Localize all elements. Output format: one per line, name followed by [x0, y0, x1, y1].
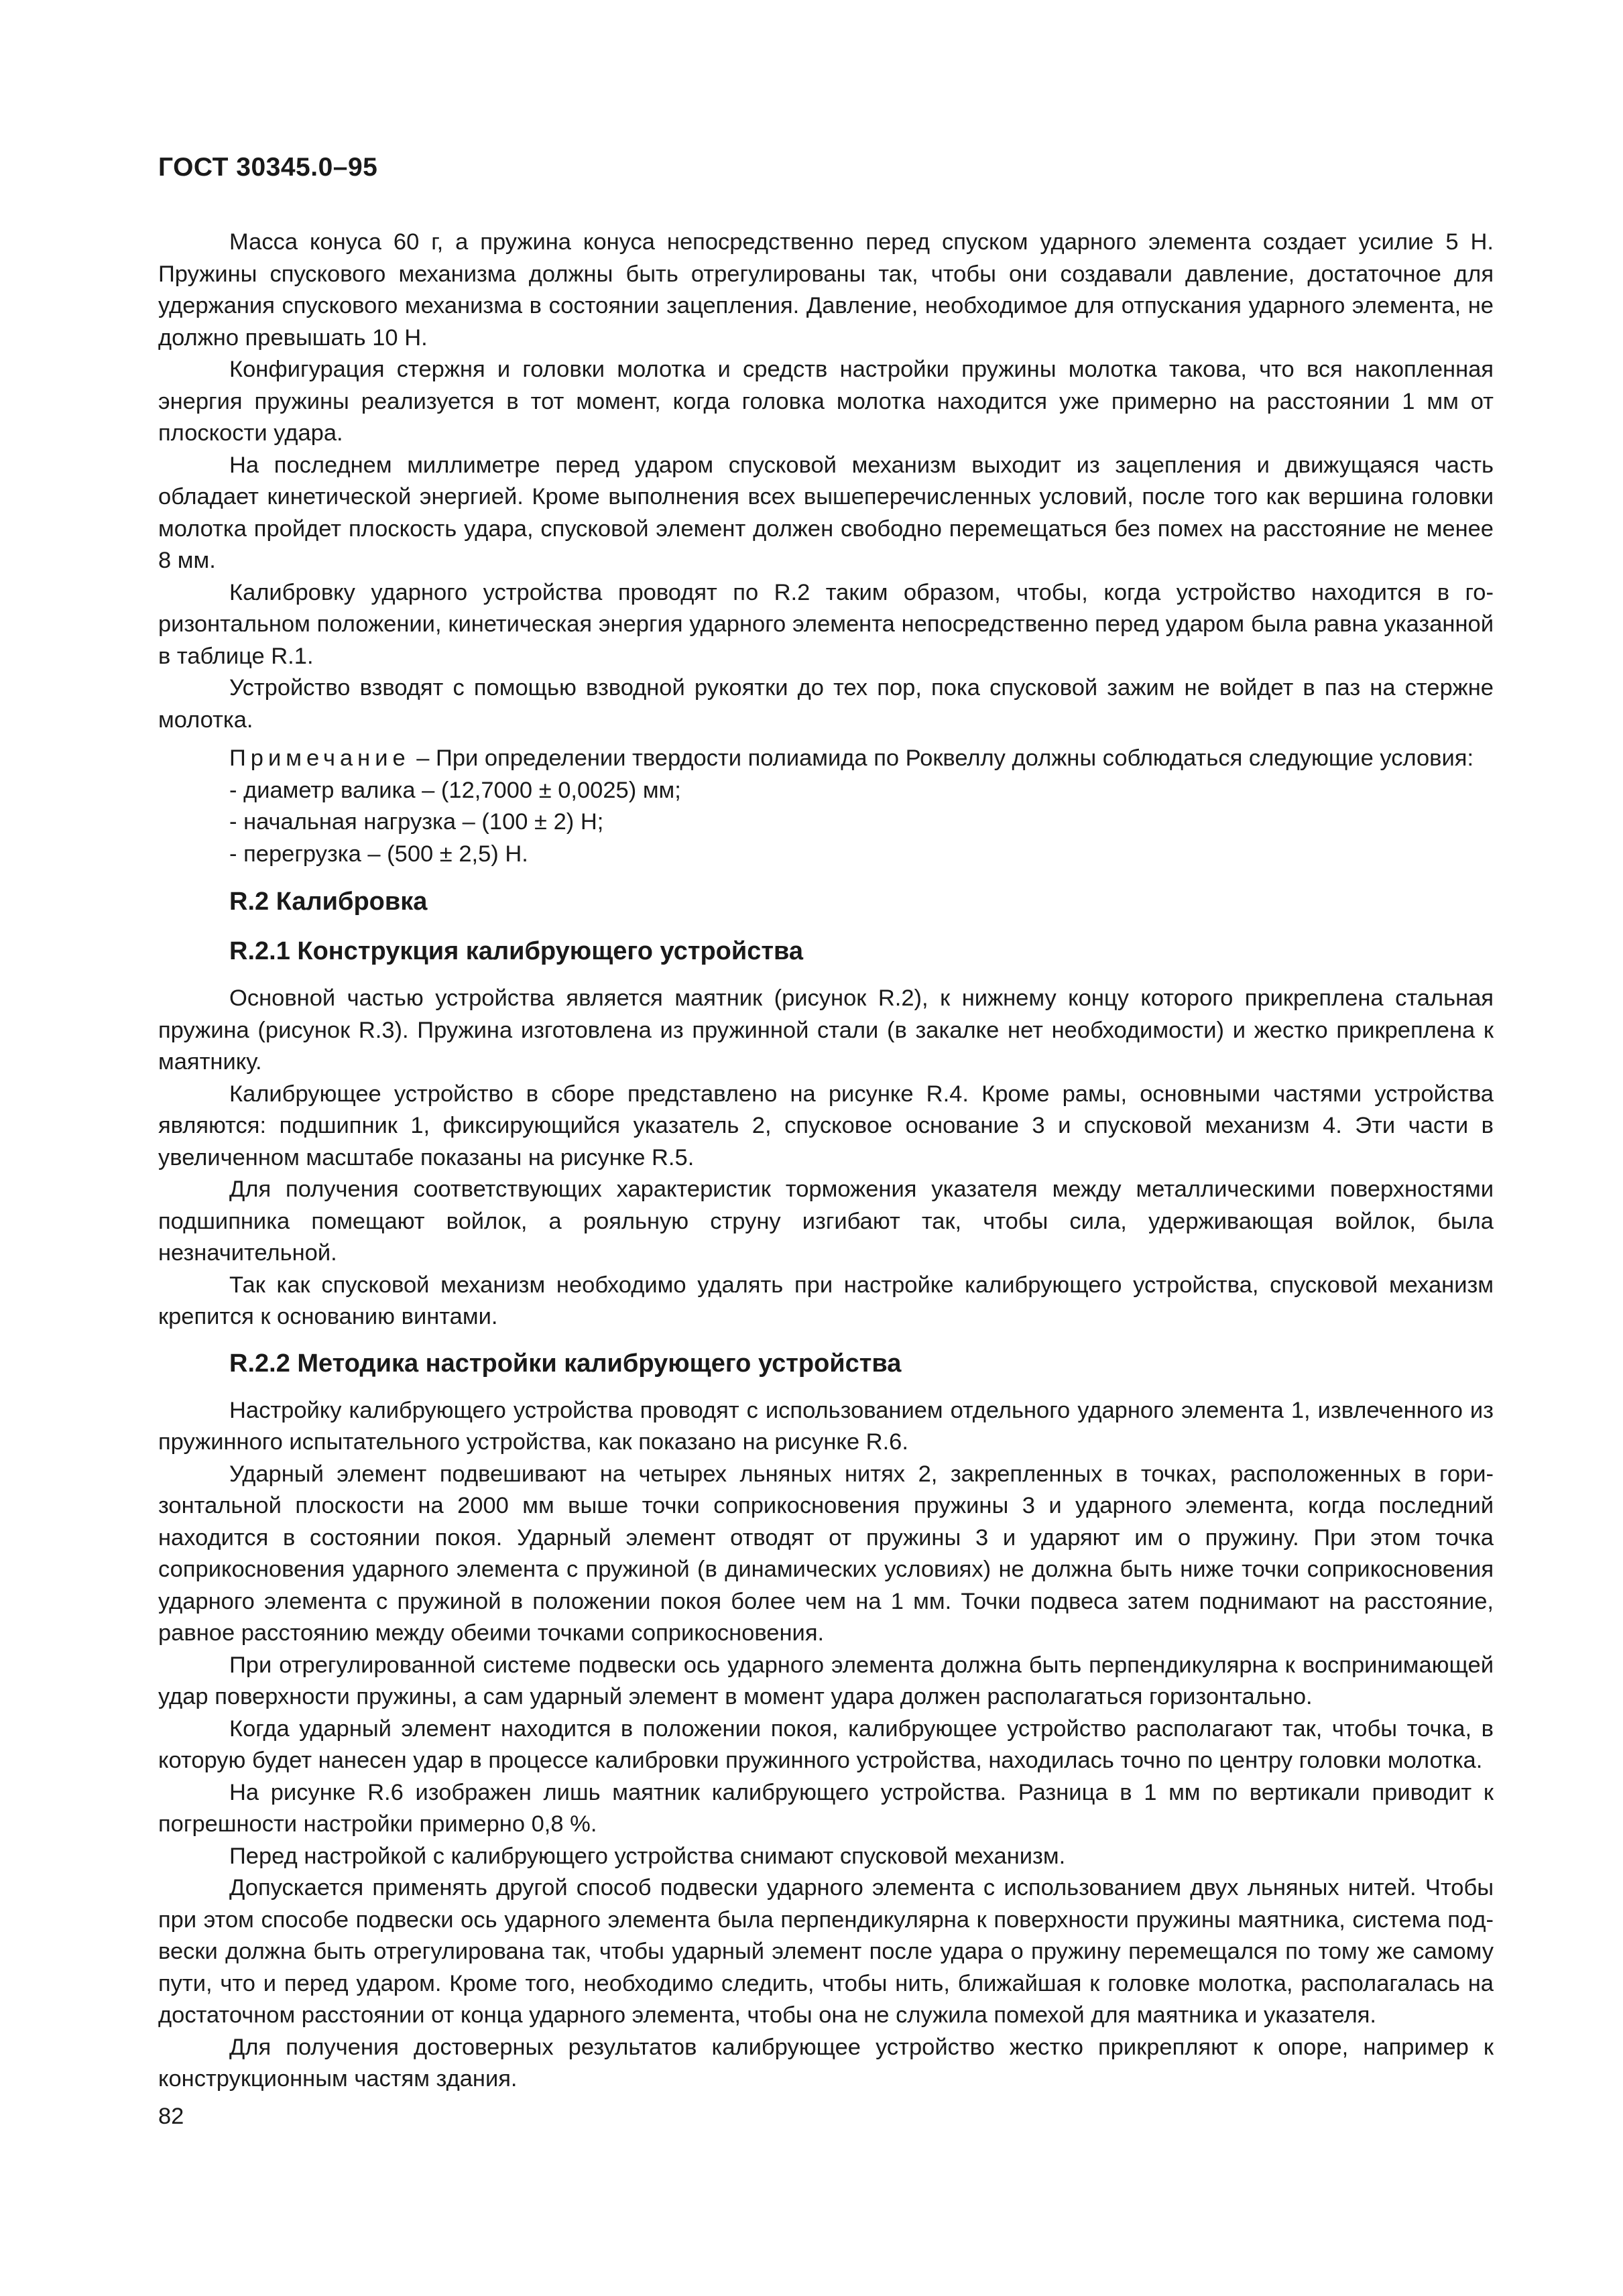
paragraph: Ударный элемент подвешивают на четырех льняных нитях 2, закрепленных в точках, расположенных в горизонтальной плоскости на 2000 мм выше точки соприкосновения пружины 3 и ударного элемента, когда последний находится в состоянии покоя. Ударный элемент отводят от пружины 3 и ударяют им о пружину. При этом точка соприкосновения ударного элемента с пружиной (в динамических условиях) не должна быть ниже точки соприкосновения ударного элемента с пружиной в положении покоя более чем на 1 мм. Точки подвеса затем поднимают на расстояние, равное расстоянию между обеими точками соприкосновения. [158, 1461, 1494, 1646]
page-number: 82 [158, 2104, 184, 2129]
paragraph: Устройство взводят с помощью взводной рукоятки до тех пор, пока спусковой зажим не войдет в паз на стержне молотка. [158, 675, 1494, 733]
document-header: ГОСТ 30345.0–95 [158, 153, 378, 182]
section-heading-r21: R.2.1 Конструкция калибрующего устройства [229, 937, 803, 965]
paragraph: Основной частью устройства является маятник (рисунок R.2), к нижнему концу которого прикреплена стальная пружина (рисунок R.3). Пружина изготовлена из пружинной стали (в закалке нет необходимости) и жестко прикреплена к маятнику. [158, 985, 1494, 1075]
paragraph: На последнем миллиметре перед ударом спусковой механизм выходит из зацепления и движущаяся часть обладает кинетической энергией. Кроме выполнения всех вышеперечисленных условий, после того как вершина головки молотка пройдет плоскость удара, спусковой элемент должен свободно перемещаться без помех на расстояние не менее 8 мм. [158, 452, 1494, 573]
list-item: - диаметр валика – (12,7000 ± 0,0025) мм; [229, 777, 681, 803]
paragraph: При отрегулированной системе подвески ось ударного элемента должна быть перпендикулярна к воспринимающей удар поверхности пружины, а сам ударный элемент в момент удара должен располагаться горизонтально. [158, 1652, 1494, 1709]
paragraph: Калибрующее устройство в сборе представлено на рисунке R.4. Кроме рамы, основными частями устройства являются: подшипник 1, фиксирующийся указатель 2, спусковое основание 3 и спусковой механизм 4. Эти части в увеличенном масштабе показаны на рисунке R.5. [158, 1081, 1494, 1170]
note-text: – При определении твердости полиамида по Роквеллу должны соблюдаться следующие условия: [410, 745, 1474, 771]
paragraph: Для получения соответствующих характеристик торможения указателя между металлическими поверхностями подшипника помещают войлок, а рояльную струну изгибают так, чтобы сила, удерживающая войлок, была незначительной. [158, 1176, 1494, 1266]
document-body [158, 227, 1494, 2096]
list-item: - перегрузка – (500 ± 2,5) Н. [229, 841, 528, 867]
section-heading-r2: R.2 Калибровка [229, 888, 428, 916]
list-item: - начальная нагрузка – (100 ± 2) Н; [229, 809, 604, 835]
note-paragraph [158, 743, 1494, 775]
paragraph: Когда ударный элемент находится в положении покоя, калибрующее устройство располагают так, чтобы точка, в которую будет нанесен удар в процессе калибровки пружинного устройства, находилась точно по центру головки молотка. [158, 1715, 1494, 1773]
paragraph: Перед настройкой с калибрующего устройства снимают спусковой механизм. [229, 1843, 1066, 1869]
note-label: Примечание [229, 745, 410, 771]
paragraph: Для получения достоверных результатов калибрующее устройство жестко прикрепляют к опоре, например к конструкционным частям здания. [158, 2034, 1494, 2092]
section-heading-r22: R.2.2 Методика настройки калибрующего устройства [229, 1349, 902, 1378]
paragraph: Масса конуса 60 г, а пружина конуса непосредственно перед спуском ударного элемента создает усилие 5 Н. Пружины спускового механизма должны быть отрегулированы так, чтобы они создавали давление, достаточное для удержания спускового механизма в состоянии зацепления. Давление, необходимое для отпускания ударного элемента, не должно превышать 10 Н. [158, 229, 1494, 351]
paragraph: Так как спусковой механизм необходимо удалять при настройке калибрующего устройства, спусковой механизм крепится к основанию винтами. [158, 1272, 1494, 1329]
paragraph: Допускается применять другой способ подвески ударного элемента с использованием двух льняных нитей. Чтобы при этом способе подвески ось ударного элемента была перпендикулярна к поверхности пружины маятника, система подвески должна быть отрегулирована так, чтобы ударный элемент после удара о пружину перемещался по тому же самому пути, что и перед ударом. Кроме того, необходимо следить, чтобы нить, ближайшая к головке молотка, располагалась на достаточном расстоянии от конца ударного элемента, чтобы она не служила помехой для маятника и указателя. [158, 1875, 1494, 2028]
note-list [158, 775, 1494, 871]
paragraph: Калибровку ударного устройства проводят по R.2 таким образом, чтобы, когда устройство находится в горизонтальном положении, кинетическая энергия ударного элемента непосредственно перед ударом была равна указанной в таблице R.1. [158, 579, 1494, 669]
paragraph: На рисунке R.6 изображен лишь маятник калибрующего устройства. Разница в 1 мм по вертикали приводит к погрешности настройки примерно 0,8 %. [158, 1779, 1494, 1837]
paragraph: Настройку калибрующего устройства проводят с использованием отдельного ударного элемента 1, извлеченного из пружинного испытательного устройства, как показано на рисунке R.6. [158, 1397, 1494, 1455]
paragraph: Конфигурация стержня и головки молотка и средств настройки пружины молотка такова, что вся накопленная энергия пружины реализуется в тот момент, когда головка молотка находится уже примерно на расстоянии 1 мм от плоскости удара. [158, 357, 1494, 446]
